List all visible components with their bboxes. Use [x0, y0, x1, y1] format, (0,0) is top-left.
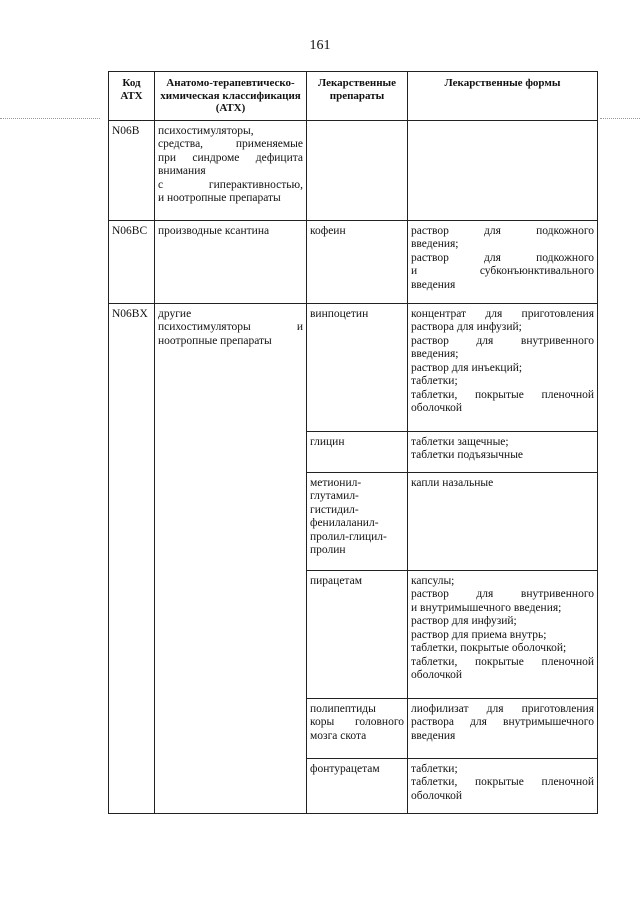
text-line: ноотропные препараты: [158, 334, 272, 347]
atx-code-cell: N06B: [109, 120, 155, 220]
text-line: психостимуляторы,: [158, 124, 254, 137]
drug-cell: [307, 758, 408, 813]
text-line: введения;: [411, 238, 459, 250]
text-line: пирацетам: [310, 574, 362, 587]
text-line: раствор для приема внутрь;: [411, 628, 547, 641]
drug-cell: [307, 570, 408, 698]
text-line: и внутримышечного введения;: [411, 601, 562, 614]
atx-table: [108, 71, 598, 814]
text-line: введения: [411, 729, 456, 742]
text-line: гистидил-: [310, 503, 359, 516]
text-line: раствор для внутривенного: [411, 588, 594, 600]
scan-mark-right: [600, 118, 640, 120]
header-code: Код АТХ: [109, 72, 155, 121]
text-line: при синдроме дефицита: [158, 151, 303, 164]
text-line: концентрат для приготовления: [411, 307, 594, 320]
text-line: и ноотропные препараты: [158, 192, 281, 204]
text-line: таблетки, покрытые пленочной: [411, 776, 594, 788]
text-line: и субконъюнктивального: [411, 265, 594, 277]
text-line: производные ксантина: [158, 224, 270, 237]
text-line: таблетки;: [411, 375, 458, 387]
text-line: раствор для подкожного: [411, 251, 594, 264]
text-line: таблетки, покрытые пленочной: [411, 388, 594, 401]
text-line: таблетки подъязычные: [411, 449, 524, 461]
forms-cell: [408, 570, 598, 698]
drug-cell: [307, 472, 408, 570]
text-line: коры головного: [310, 716, 404, 728]
table-row: [109, 120, 598, 220]
text-line: раствора для внутримышечного: [411, 716, 594, 728]
text-line: мозга скота: [310, 729, 367, 742]
forms-cell: [408, 120, 598, 220]
classification-cell: [155, 120, 307, 220]
text-line: таблетки, покрытые пленочной: [411, 655, 594, 668]
text-line: полипептиды: [310, 702, 376, 715]
text-line: внимания: [158, 165, 206, 177]
forms-cell: [408, 220, 598, 303]
table-row: [109, 303, 598, 431]
text-line: таблетки;: [411, 762, 458, 775]
table-row: [109, 220, 598, 303]
drug-cell: [307, 220, 408, 303]
text-line: пролил-глицил-: [310, 530, 387, 543]
text-line: средства, применяемые: [158, 138, 303, 150]
text-line: введения;: [411, 348, 459, 360]
text-line: капли назальные: [411, 476, 494, 489]
text-line: фенилаланил-: [310, 517, 379, 529]
atx-code-cell: N06BC: [109, 220, 155, 303]
drug-cell: [307, 431, 408, 472]
drug-cell: [307, 303, 408, 431]
drug-cell: [307, 698, 408, 758]
atx-code-cell: N06BX: [109, 303, 155, 813]
forms-cell: [408, 472, 598, 570]
table-header-row: [109, 72, 598, 121]
text-line: другие: [158, 307, 192, 320]
classification-cell: [155, 220, 307, 303]
text-line: раствор для инфузий;: [411, 615, 517, 627]
text-line: фонтурацетам: [310, 762, 380, 775]
text-line: введения: [411, 278, 456, 291]
text-line: винпоцетин: [310, 307, 369, 320]
text-line: оболочкой: [411, 402, 463, 414]
text-line: психостимуляторы и: [158, 321, 303, 333]
text-line: капсулы;: [411, 574, 455, 587]
header-forms: Лекарственные формы: [408, 72, 598, 121]
text-line: глутамил-: [310, 490, 359, 502]
forms-cell: [408, 698, 598, 758]
text-line: раствора для инфузий;: [411, 321, 522, 333]
scan-mark-left: [0, 118, 100, 120]
text-line: таблетки, покрытые оболочкой;: [411, 642, 567, 654]
text-line: лиофилизат для приготовления: [411, 702, 594, 715]
text-line: метионил-: [310, 476, 362, 489]
forms-cell: [408, 431, 598, 472]
text-line: оболочкой: [411, 789, 463, 802]
text-line: оболочкой: [411, 669, 463, 681]
classification-cell: [155, 303, 307, 813]
text-line: раствор для инъекций;: [411, 361, 523, 374]
page-number: 161: [309, 38, 331, 53]
text-line: раствор для подкожного: [411, 224, 594, 237]
text-line: кофеин: [310, 224, 346, 237]
text-line: раствор для внутривенного: [411, 334, 594, 347]
forms-cell: [408, 758, 598, 813]
drug-cell: [307, 120, 408, 220]
header-drugs: Лекарственные препараты: [307, 72, 408, 121]
forms-cell: [408, 303, 598, 431]
header-classification: Анатомо-терапевтическо-химическая классификация (АТХ): [155, 72, 307, 121]
text-line: глицин: [310, 435, 345, 448]
text-line: таблетки защечные;: [411, 435, 509, 448]
text-line: пролин: [310, 544, 346, 556]
text-line: с гиперактивностью,: [158, 178, 303, 191]
